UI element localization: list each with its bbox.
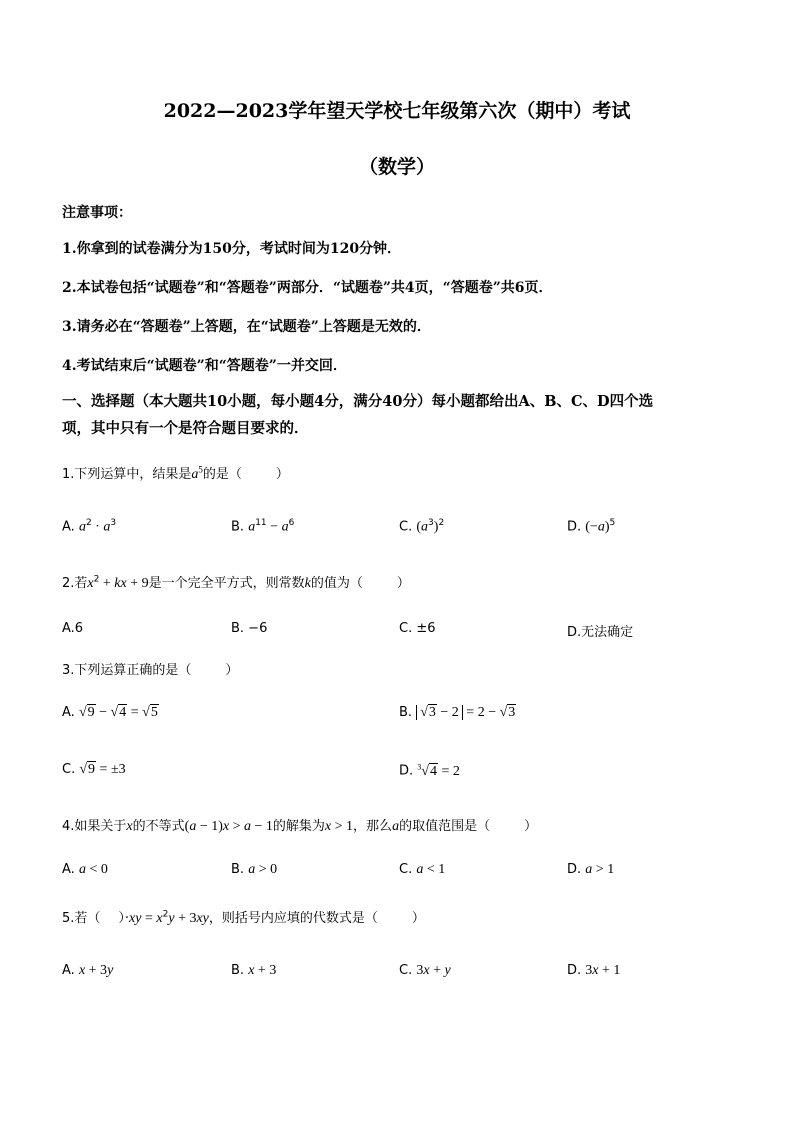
section-line-2: 项，其中只有一个是符合题目要求的． [62,420,309,437]
question-5-option-b[interactable]: B. x + 3 [231,963,277,978]
section-heading [62,388,734,442]
question-3-option-d[interactable]: D. $^3$√4 = 2 [399,762,460,779]
question-5-option-c[interactable]: C. 3x + y [399,963,451,978]
question-2-option-a[interactable]: A.6 [62,621,84,636]
notice-item-2: 2.本试卷包括“试题卷”和“答题卷”两部分．“试题卷”共4页，“答题卷”共6页． [62,280,553,296]
notice-item-3: 3.请务必在“答题卷”上答题，在“试题卷”上答题是无效的． [62,319,431,335]
question-4-option-b[interactable]: B. a > 0 [231,862,278,877]
question-3-option-c[interactable]: C. √9 = ±3 [62,762,126,777]
question-4-stem: 4.如果关于x的不等式(a − 1)x > a − 1的解集为x > 1，那么a的取值范围是（ ） [62,819,538,834]
question-1-option-c[interactable]: C. $(a^3)^2$ [399,518,445,535]
notice-item-4: 4.考试结束后“试题卷”和“答题卷”一并交回． [62,358,347,374]
question-2-option-d[interactable]: D.无法确定 [567,625,634,640]
question-1-option-a[interactable]: A. $a^2 \cdot a^3$ [62,518,117,535]
question-2-option-c[interactable]: C. ±6 [399,621,436,636]
question-2-option-b[interactable]: B. −6 [231,621,268,636]
question-1-option-b[interactable]: B. $a^{11} - a^6$ [231,518,295,535]
question-3-option-b[interactable]: B. √3 − 2 = 2 − √3 [399,705,516,720]
question-1-stem: 1.下列运算中，结果是$a^5$的是（ ） [62,464,289,482]
question-3-option-a[interactable]: A. √9 − √4 = √5 [62,705,158,720]
question-4-option-d[interactable]: D. a > 1 [567,862,615,877]
question-1-option-d[interactable]: D. $(-a)^5$ [567,518,616,535]
question-3-stem: 3.下列运算正确的是（ ） [62,663,239,678]
question-5-option-d[interactable]: D. 3x + 1 [567,963,621,978]
notice-item-1: 1.你拿到的试卷满分为150分，考试时间为120分钟． [62,241,402,257]
question-4-option-c[interactable]: C. a < 1 [399,862,446,877]
exam-subject: （数学） [358,156,435,178]
question-5-stem: 5.若（ ）$\cdot xy = x^2y + 3xy$，则括号内应填的代数式是（ ） [62,909,425,926]
question-5-option-a[interactable]: A. x + 3y [62,963,114,978]
question-2-stem: 2.若$x^2$ + kx + 9是一个完全平方式，则常数k的值为（ ） [62,574,410,591]
notice-heading: 注意事项： [62,205,132,221]
exam-title: 2022—2023学年望天学校七年级第六次（期中）考试 [163,100,631,122]
question-4-option-a[interactable]: A. a < 0 [62,862,108,877]
section-line-1: 一、选择题（本大题共10小题，每小题4分，满分40分）每小题都给出A、B、C、D四个选 [62,393,654,410]
